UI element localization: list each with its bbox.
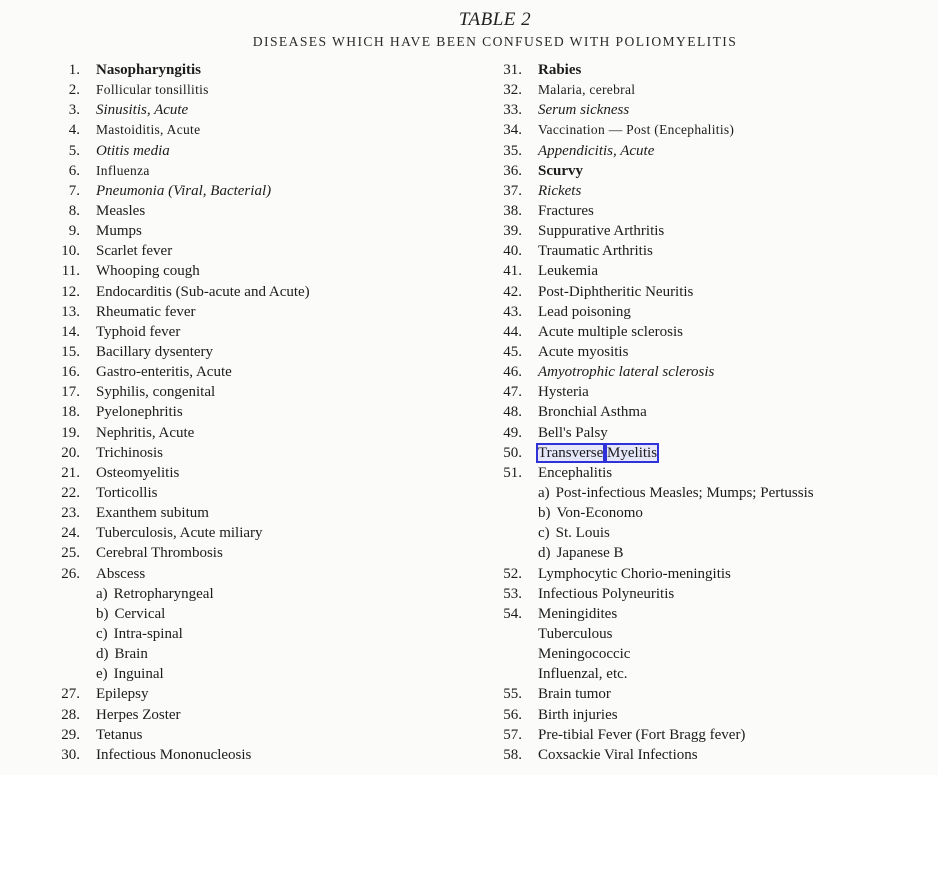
sub-list-item xyxy=(482,543,922,563)
item-number: 29. xyxy=(61,726,80,743)
item-number: 37. xyxy=(503,182,522,199)
item-text: Pyelonephritis xyxy=(96,404,183,421)
highlighted-word[interactable]: Transverse xyxy=(538,444,604,461)
list-item xyxy=(40,322,480,342)
item-text: Sinusitis, Acute xyxy=(96,102,189,119)
item-number: 26. xyxy=(61,565,80,582)
item-text: Pneumonia (Viral, Bacterial) xyxy=(96,182,272,199)
list-item xyxy=(482,463,922,483)
list-item xyxy=(482,745,922,765)
sub-list-item xyxy=(482,644,922,664)
list-item xyxy=(482,161,922,181)
item-number: 49. xyxy=(503,424,522,441)
list-item xyxy=(40,161,480,181)
item-number: 24. xyxy=(61,525,80,542)
list-item xyxy=(482,443,922,463)
item-number: 19. xyxy=(61,424,80,441)
list-item xyxy=(482,604,922,624)
item-number: 2. xyxy=(68,82,80,99)
list-item xyxy=(482,141,922,161)
list-item xyxy=(482,584,922,604)
item-text: Fractures xyxy=(538,202,594,219)
item-number: 38. xyxy=(503,202,522,219)
item-number: 44. xyxy=(503,323,522,340)
list-item xyxy=(40,382,480,402)
item-number: 16. xyxy=(61,364,80,381)
item-text: Otitis media xyxy=(96,142,170,159)
item-text: Suppurative Arthritis xyxy=(538,223,665,240)
sub-item-letter: d) xyxy=(538,545,551,562)
list-item xyxy=(40,60,480,80)
item-number: 31. xyxy=(503,62,522,78)
sub-list-item xyxy=(40,624,480,644)
item-text: Exanthem subitum xyxy=(96,505,209,522)
item-text: Lead poisoning xyxy=(538,303,631,320)
sub-item-letter: b) xyxy=(538,505,551,522)
item-number: 14. xyxy=(61,323,80,340)
table-label: TABLE 2 xyxy=(458,9,532,30)
item-text: Appendicitis, Acute xyxy=(538,142,655,159)
item-text: Leukemia xyxy=(538,263,598,280)
item-text: Scarlet fever xyxy=(96,243,173,260)
sub-list-item xyxy=(40,604,480,624)
item-text: Endocarditis (Sub-acute and Acute) xyxy=(96,283,310,300)
item-number: 30. xyxy=(61,746,80,763)
item-number: 22. xyxy=(61,484,80,501)
item-number: 13. xyxy=(61,303,80,320)
item-text: Influenza xyxy=(96,162,150,178)
item-number: 46. xyxy=(503,364,522,381)
item-number: 33. xyxy=(503,102,522,119)
list-item xyxy=(482,382,922,402)
item-number: 35. xyxy=(503,142,522,159)
item-text: Bacillary dysentery xyxy=(96,343,214,360)
sub-list-item xyxy=(40,644,480,664)
item-number: 9. xyxy=(68,223,80,240)
list-item xyxy=(482,60,922,80)
list-item xyxy=(482,100,922,120)
item-text: Rabies xyxy=(538,62,582,78)
item-text: Vaccination — Post (Encephalitis) xyxy=(538,122,735,138)
item-text: Nephritis, Acute xyxy=(96,424,195,441)
item-text: Inguinal xyxy=(113,666,164,683)
item-text: Infectious Polyneuritis xyxy=(538,585,675,602)
list-item xyxy=(482,423,922,443)
item-text: Rheumatic fever xyxy=(96,303,196,320)
blank-area xyxy=(0,775,938,880)
list-item xyxy=(40,523,480,543)
list-item xyxy=(482,201,922,221)
item-text xyxy=(538,445,657,461)
item-text: Post-Diphtheritic Neuritis xyxy=(538,283,694,300)
item-text: Rickets xyxy=(538,182,582,199)
item-number: 43. xyxy=(503,303,522,320)
list-item xyxy=(40,402,480,422)
sub-item-letter: d) xyxy=(96,646,109,663)
sub-list-item xyxy=(482,664,922,684)
list-item xyxy=(482,402,922,422)
sub-list-item xyxy=(482,483,922,503)
item-number: 25. xyxy=(61,545,80,562)
item-text: Brain xyxy=(114,646,148,663)
sub-list-item xyxy=(40,584,480,604)
item-text: Brain tumor xyxy=(538,686,611,703)
item-number: 56. xyxy=(503,706,522,723)
item-text: Amyotrophic lateral sclerosis xyxy=(538,364,715,381)
item-number: 42. xyxy=(503,283,522,300)
item-text: Infectious Mononucleosis xyxy=(96,746,252,763)
list-item xyxy=(482,302,922,322)
list-item xyxy=(482,564,922,584)
item-text: Traumatic Arthritis xyxy=(538,243,653,260)
item-number: 41. xyxy=(503,263,522,280)
sub-item-letter: a) xyxy=(538,484,550,501)
item-text: Measles xyxy=(96,202,146,219)
item-text: Cervical xyxy=(114,605,166,622)
item-text: Malaria, cerebral xyxy=(538,82,636,98)
list-item xyxy=(40,80,480,100)
list-item xyxy=(40,564,480,584)
sub-list-item xyxy=(40,664,480,684)
item-text: Von-Economo xyxy=(556,505,643,522)
list-item xyxy=(40,221,480,241)
item-number: 45. xyxy=(503,343,522,360)
list-item xyxy=(482,221,922,241)
item-text: Tuberculous xyxy=(538,625,613,642)
item-text: Lymphocytic Chorio-meningitis xyxy=(538,565,731,582)
item-number: 17. xyxy=(61,384,80,401)
list-item xyxy=(40,705,480,725)
sub-item-letter: b) xyxy=(96,605,109,622)
item-number: 32. xyxy=(503,82,522,99)
list-item xyxy=(40,483,480,503)
item-text: Abscess xyxy=(96,565,146,582)
item-text: Hysteria xyxy=(538,384,589,401)
item-text: Typhoid fever xyxy=(96,323,181,340)
sub-list-item xyxy=(482,624,922,644)
item-text: Bell's Palsy xyxy=(538,424,608,441)
item-text: Meningidites xyxy=(538,605,618,622)
sub-item-letter: c) xyxy=(96,625,108,642)
item-text: Tuberculosis, Acute miliary xyxy=(96,525,263,542)
list-item xyxy=(40,261,480,281)
list-item xyxy=(40,362,480,382)
item-text: Influenzal, etc. xyxy=(538,666,628,683)
item-text: Intra-spinal xyxy=(113,625,183,642)
item-number: 21. xyxy=(61,464,80,481)
item-text: Cerebral Thrombosis xyxy=(96,545,223,562)
list-item xyxy=(482,322,922,342)
item-text: Meningococcic xyxy=(538,646,631,663)
item-text: Herpes Zoster xyxy=(96,706,181,723)
item-text: Pre-tibial Fever (Fort Bragg fever) xyxy=(538,726,746,743)
list-item xyxy=(40,463,480,483)
left-column xyxy=(40,60,480,765)
list-item xyxy=(40,745,480,765)
list-item xyxy=(40,282,480,302)
item-number: 36. xyxy=(503,162,522,179)
item-text: Whooping cough xyxy=(96,263,200,280)
item-number: 51. xyxy=(503,464,522,481)
sub-item-letter: a) xyxy=(96,585,108,602)
item-number: 18. xyxy=(61,404,80,421)
item-text: Follicular tonsillitis xyxy=(96,82,209,98)
right-column xyxy=(482,60,922,765)
list-item xyxy=(482,80,922,100)
list-item xyxy=(40,443,480,463)
item-number: 12. xyxy=(61,283,80,300)
item-text: Birth injuries xyxy=(538,706,618,723)
list-item xyxy=(40,302,480,322)
item-number: 40. xyxy=(503,243,522,260)
item-number: 58. xyxy=(503,746,522,763)
item-number: 27. xyxy=(61,686,80,703)
item-number: 48. xyxy=(503,404,522,421)
item-text: Japanese B xyxy=(556,545,624,562)
item-text: Mastoiditis, Acute xyxy=(96,122,201,138)
item-number: 34. xyxy=(503,122,522,139)
item-text: Epilepsy xyxy=(96,686,149,703)
item-number: 55. xyxy=(503,686,522,703)
item-number: 20. xyxy=(61,444,80,461)
list-item xyxy=(40,503,480,523)
item-number: 23. xyxy=(61,505,80,522)
item-text: Retropharyngeal xyxy=(113,585,214,602)
list-item xyxy=(482,282,922,302)
item-text: Post-infectious Measles; Mumps; Pertussis xyxy=(555,484,814,501)
list-item xyxy=(482,261,922,281)
list-item xyxy=(482,725,922,745)
item-number: 1. xyxy=(68,62,80,78)
item-text: Bronchial Asthma xyxy=(538,404,647,421)
item-number: 8. xyxy=(68,202,80,219)
item-text: Scurvy xyxy=(538,162,583,179)
item-text: Tetanus xyxy=(96,726,143,743)
list-item xyxy=(482,120,922,140)
item-number: 11. xyxy=(61,263,80,280)
sub-item-letter: c) xyxy=(538,525,550,542)
sub-item-letter: e) xyxy=(96,666,108,683)
item-text: St. Louis xyxy=(555,525,610,542)
item-number: 6. xyxy=(68,162,80,179)
list-item xyxy=(40,543,480,563)
item-text: Torticollis xyxy=(96,484,158,501)
item-number: 7. xyxy=(68,182,80,199)
item-number: 52. xyxy=(503,565,522,582)
table-heading: DISEASES WHICH HAVE BEEN CONFUSED WITH POLIOMYELITIS xyxy=(252,34,738,49)
item-text: Gastro-enteritis, Acute xyxy=(96,364,232,381)
list-item xyxy=(40,141,480,161)
list-item xyxy=(40,100,480,120)
item-number: 53. xyxy=(503,585,522,602)
item-number: 4. xyxy=(68,122,80,139)
item-number: 28. xyxy=(61,706,80,723)
list-item xyxy=(40,181,480,201)
sub-list-item xyxy=(482,503,922,523)
list-item xyxy=(40,423,480,443)
item-text: Mumps xyxy=(96,223,142,240)
item-number: 54. xyxy=(503,605,522,622)
item-number: 57. xyxy=(503,726,522,743)
item-number: 10. xyxy=(61,243,80,260)
item-number: 15. xyxy=(61,343,80,360)
item-text: Acute multiple sclerosis xyxy=(538,323,683,340)
item-text: Serum sickness xyxy=(538,102,630,119)
list-item xyxy=(482,705,922,725)
list-item xyxy=(482,181,922,201)
list-item xyxy=(40,342,480,362)
item-text: Acute myositis xyxy=(538,343,629,360)
item-text: Nasopharyngitis xyxy=(96,62,202,78)
list-item xyxy=(482,684,922,704)
item-number: 5. xyxy=(68,142,80,159)
list-item xyxy=(40,241,480,261)
list-item xyxy=(40,120,480,140)
item-number: 47. xyxy=(503,384,522,401)
item-text: Trichinosis xyxy=(96,444,163,461)
item-text: Osteomyelitis xyxy=(96,464,180,481)
item-text: Encephalitis xyxy=(538,464,613,481)
list-item xyxy=(40,725,480,745)
list-item xyxy=(482,362,922,382)
item-text: Syphilis, congenital xyxy=(96,384,216,401)
item-number: 50. xyxy=(503,444,522,461)
highlighted-word[interactable]: Myelitis xyxy=(607,444,658,461)
list-item xyxy=(482,241,922,261)
list-item xyxy=(482,342,922,362)
list-item xyxy=(40,201,480,221)
item-number: 39. xyxy=(503,223,522,240)
sub-list-item xyxy=(482,523,922,543)
list-item xyxy=(40,684,480,704)
item-text: Coxsackie Viral Infections xyxy=(538,746,698,763)
item-number: 3. xyxy=(68,102,80,119)
